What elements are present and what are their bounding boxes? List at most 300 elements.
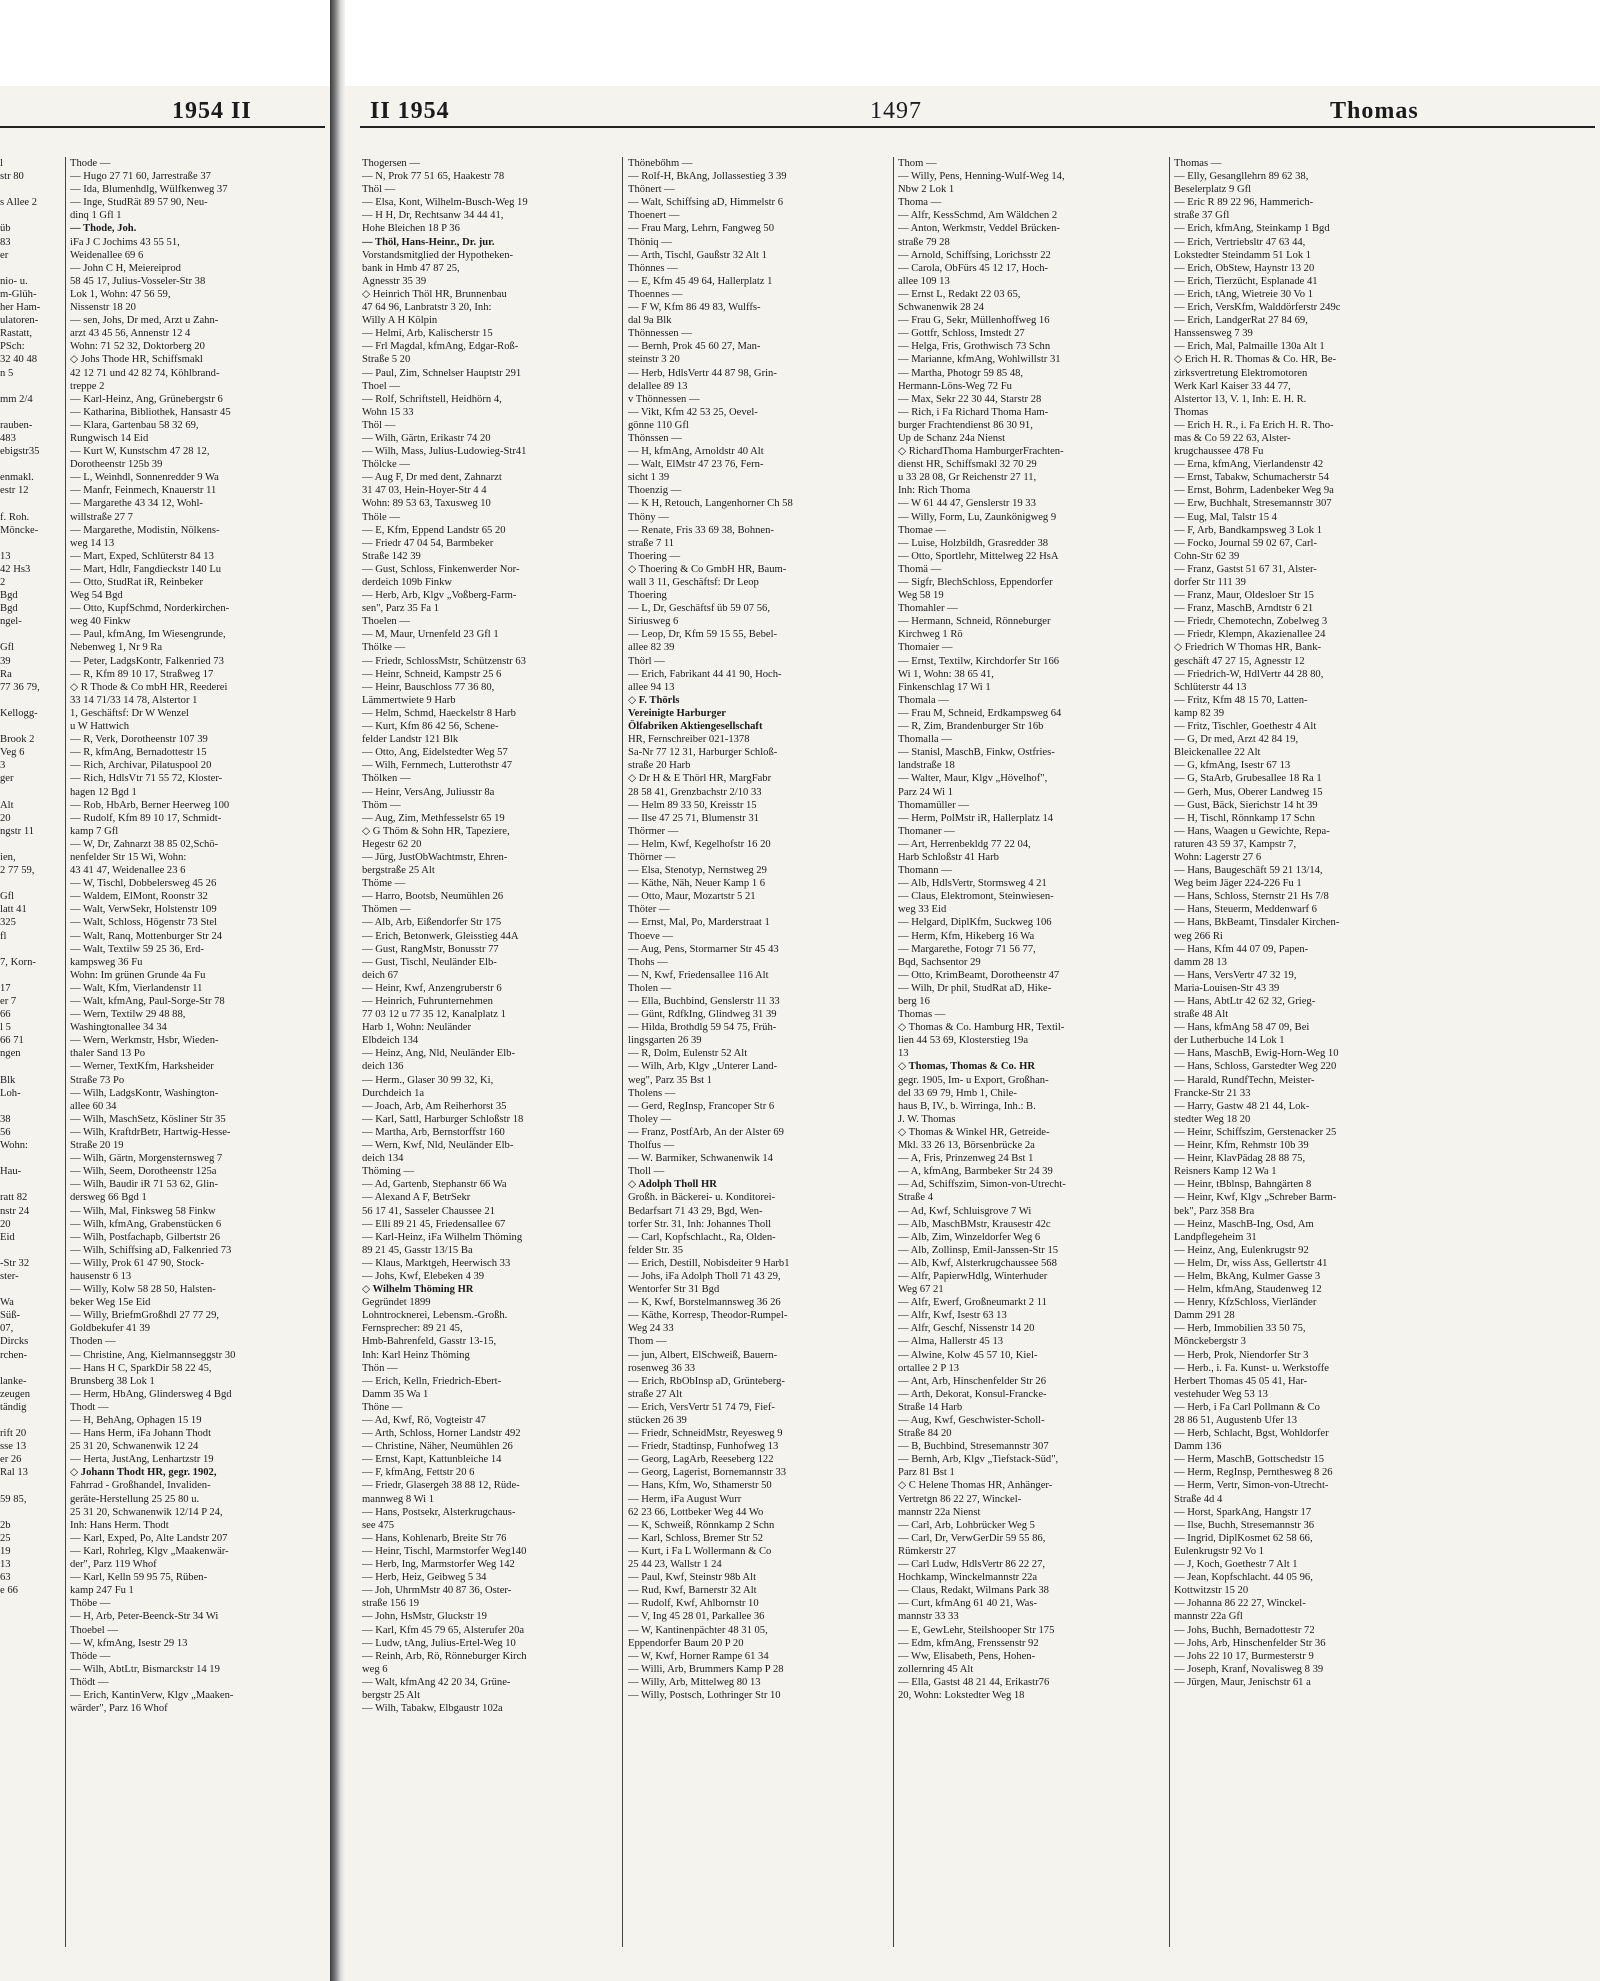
directory-line: — Arth, Dekorat, Konsul-Francke- (898, 1388, 1047, 1400)
directory-line: — Jürg, JustObWachtmstr, Ehren- (362, 851, 508, 863)
directory-line: ulatoren- (0, 315, 39, 327)
directory-line: 25 31 20, Schwanenwik 12/14 P 24, (70, 1506, 223, 1518)
directory-line: ◇ Dr H & E Thörl HR, MargFabr (628, 773, 772, 785)
directory-line: — E, Kfm 45 49 64, Hallerplatz 1 (628, 275, 773, 287)
directory-line: 33 14 71/33 14 78, Alstertor 1 (70, 694, 198, 706)
directory-line: 77 03 12 u 77 35 12, Kanalplatz 1 (362, 1009, 506, 1021)
directory-line: ◇ Thomas & Winkel HR, Getreide- (898, 1126, 1050, 1138)
directory-line: 77 36 79, (0, 681, 40, 693)
directory-line: nstr 24 (0, 1205, 30, 1217)
directory-line: Vorstandsmitglied der Hypotheken- (362, 249, 514, 261)
directory-line: Reisners Kamp 12 Wa 1 (1174, 1166, 1277, 1178)
directory-line: ◇ Erich H. R. Thomas & Co. HR, Be- (1174, 354, 1337, 366)
directory-line: ◇ RichardThoma HamburgerFrachten- (898, 446, 1064, 458)
directory-line: — Herb, Immobilien 33 50 75, (1174, 1323, 1306, 1335)
directory-line: willstraße 27 7 (70, 511, 133, 523)
directory-line: — Arth, Schloss, Horner Landstr 492 (362, 1428, 521, 1440)
directory-line: — Heinz, Ang, Eulenkrugstr 92 (1174, 1244, 1309, 1256)
directory-line: — Heinr, Kfm, Rehmstr 10b 39 (1174, 1140, 1309, 1152)
directory-line: latt 41 (0, 904, 27, 916)
directory-line: — Carl, Arb, Lohbrücker Weg 5 (898, 1519, 1035, 1531)
directory-line: Bgd (0, 603, 18, 615)
directory-line: — Waldem, ElMont, Roonstr 32 (70, 891, 208, 903)
directory-line: Damm 35 Wa 1 (362, 1388, 429, 1400)
directory-line: Durchdeich 1a (362, 1087, 425, 1099)
directory-line: — H H, Dr, Rechtsanw 34 44 41, (362, 210, 504, 222)
directory-line: — Alb, Kwf, Alsterkrugchaussee 568 (898, 1257, 1057, 1269)
directory-line: 66 71 (0, 1035, 24, 1047)
directory-line: — Willy, BriefmGroßhdl 27 77 29, (70, 1310, 220, 1322)
directory-line: — Hans, Kfm, Wo, Sthamerstr 50 (628, 1480, 772, 1492)
directory-line: — Heinz, MaschB-Ing, Osd, Am (1174, 1218, 1314, 1230)
directory-line: damm 28 13 (1174, 956, 1227, 968)
right-page-column-4 (1174, 157, 1595, 1689)
directory-line: — L, Dr, Geschäftsf üb 59 07 56, (628, 603, 770, 615)
directory-line: v Thönnessen — (628, 393, 700, 405)
directory-line: — Wilh, LadgsKontr, Washington- (70, 1087, 219, 1099)
directory-line: fl (0, 930, 7, 942)
directory-line: Süß- (0, 1310, 21, 1322)
directory-line: Thönssen — (628, 432, 682, 444)
directory-line: hausenstr 6 13 (70, 1270, 132, 1282)
directory-line: rift 20 (0, 1428, 27, 1440)
directory-line (0, 720, 62, 733)
directory-line: weg 266 Ri (1174, 930, 1223, 942)
directory-line: Goldbekufer 41 39 (70, 1323, 151, 1335)
directory-line: Bqd, Sachsentor 29 (898, 956, 981, 968)
directory-line: ◇ G Thöm & Sohn HR, Tapeziere, (362, 825, 510, 837)
directory-line: — Hans, Kohlenarb, Breite Str 76 (362, 1532, 507, 1544)
directory-line: — Rudolf, Kwf, Ahlbornstr 10 (628, 1598, 759, 1610)
directory-line: kamp 247 Fu 1 (70, 1585, 134, 1597)
directory-line: Wohn 15 33 (362, 406, 414, 418)
directory-line: — Arnold, Schiffsing, Lorichsstr 22 (898, 249, 1051, 261)
directory-line: — W 61 44 47, Genslerstr 19 33 (898, 498, 1036, 510)
directory-line: — Ernst, Bohrm, Ladenbeker Weg 9a (1174, 485, 1334, 497)
directory-line: Eppendorfer Baum 20 P 20 (628, 1637, 744, 1649)
directory-line: Thön — (362, 1362, 398, 1374)
directory-line: — Alfr, Kwf, Isestr 63 13 (898, 1310, 1007, 1322)
directory-line: Weg 58 19 (898, 590, 944, 602)
directory-line: Veg 6 (0, 747, 25, 759)
directory-line: delallee 89 13 (628, 380, 688, 392)
directory-line: — Claus, Elektromont, Steinwiesen- (898, 891, 1054, 903)
directory-line: — Ilse, Buchh, Stresemannstr 36 (1174, 1519, 1315, 1531)
directory-line: Thomas (1174, 406, 1209, 418)
directory-line: Landpflegeheim 31 (1174, 1231, 1257, 1243)
directory-line: 43 41 47, Weidenallee 23 6 (70, 865, 186, 877)
directory-line: — Helm, kfmAng, Staudenweg 12 (1174, 1284, 1322, 1296)
directory-line: — Elly, Gesangllehrn 89 62 38, (1174, 171, 1309, 183)
directory-line (0, 1060, 62, 1073)
directory-line: Ra (0, 668, 12, 680)
directory-line: — A, Fris, Prinzenweg 24 Bst 1 (898, 1153, 1034, 1165)
directory-line: — Helga, Fris, Grothwisch 73 Schn (898, 341, 1051, 353)
directory-line: burger Frachtendienst 86 30 91, (898, 419, 1033, 431)
directory-line: — Alwine, Kolw 45 57 10, Kiel- (898, 1349, 1038, 1361)
directory-line: her Ham- (0, 302, 41, 314)
directory-line: — Wilh, Tabakw, Elbgaustr 102a (362, 1703, 503, 1715)
directory-line: Kottwitzstr 15 20 (1174, 1585, 1249, 1597)
directory-line: ◇ Friedrich W Thomas HR, Bank- (1174, 642, 1322, 654)
directory-line: — Kurt, i Fa L Wollermann & Co (628, 1545, 772, 1557)
directory-line: raturen 43 59 37, Kampstr 7, (1174, 838, 1297, 850)
directory-line: Thomalla — (898, 734, 952, 746)
directory-line: lien 44 53 69, Klosterstieg 19a (898, 1035, 1029, 1047)
directory-line: weg 33 Eid (898, 904, 947, 916)
directory-line: Thöniq — (628, 236, 672, 248)
directory-line: — Alexand A F, BetrSekr (362, 1192, 471, 1204)
directory-line: Eid (0, 1231, 15, 1243)
directory-line: Thode — (70, 158, 111, 169)
directory-line (0, 1479, 62, 1492)
directory-line: — Wilh, Gärtn, Erikastr 74 20 (362, 432, 491, 444)
directory-line: — Erich, Kelln, Friedrich-Ebert- (362, 1375, 502, 1387)
directory-line: 42 Hs3 (0, 563, 31, 575)
directory-line: Thöl — (362, 419, 396, 431)
directory-line: — Wilh, Mass, Julius-Ludowieg-Str41 (362, 446, 527, 458)
directory-line: Gfl (0, 642, 15, 654)
directory-line: Straße 142 39 (362, 550, 421, 562)
directory-line: Thoel — (362, 380, 400, 392)
directory-line: Thömen — (362, 904, 411, 916)
directory-line: — Carl Ludw, HdlsVertr 86 22 27, (898, 1559, 1046, 1571)
directory-line: Wohn: Im grünen Grunde 4a Fu (70, 969, 206, 981)
directory-line: — Paul, Zim, Schnelser Hauptstr 291 (362, 367, 522, 379)
directory-line: Damm 136 (1174, 1441, 1222, 1453)
directory-line: — W, Tischl, Dobbelersweg 45 26 (70, 878, 217, 890)
directory-line: lanke- (0, 1375, 27, 1387)
directory-line (0, 1506, 62, 1519)
directory-line: ien, (0, 851, 16, 863)
directory-line: — Ida, Blumenhdlg, Wülfkenweg 37 (70, 184, 228, 196)
directory-line: Thomala — (898, 694, 949, 706)
directory-line: ◇ Thoering & Co GmbH HR, Baum- (628, 563, 787, 575)
directory-line: torfer Str. 31, Inh: Johannes Tholl (628, 1218, 772, 1230)
right-page-column-3 (898, 157, 1166, 1702)
directory-line: — sen, Johs, Dr med, Arzt u Zahn- (70, 315, 219, 327)
directory-line: straße 48 Alt (1174, 1009, 1229, 1021)
directory-line (0, 1178, 62, 1191)
directory-line: weg", Parz 35 Bst 1 (628, 1074, 713, 1086)
directory-line: — Erich, Mal, Palmaille 130a Alt 1 (1174, 341, 1325, 353)
directory-line: — Friedr, SchneidMstr, Reyesweg 9 (628, 1428, 783, 1440)
directory-line: 17 (0, 982, 11, 994)
directory-line: Nissenstr 18 20 (70, 302, 136, 314)
directory-line: Mönckе- (0, 524, 39, 536)
directory-line: nenfelder Str 15 Wi, Wohn: (70, 851, 187, 863)
directory-line: Lok 1, Wohn: 47 56 59, (70, 288, 171, 300)
directory-line: 2b (0, 1519, 11, 1531)
directory-line: lingsgarten 26 39 (628, 1035, 702, 1047)
directory-line: Weg 24 33 (628, 1323, 674, 1335)
directory-line: — Wern, Textilw 29 48 88, (70, 1009, 186, 1021)
directory-line: ◇ Thomas & Co. Hamburg HR, Textil- (898, 1022, 1065, 1034)
directory-line: sicht 1 39 (628, 472, 670, 484)
directory-line: Thoma — (898, 197, 942, 209)
directory-line: — Hans, AbtLtr 42 62 32, Grieg- (1174, 996, 1316, 1007)
directory-line: — Walt, Schiffsing aD, Himmelstr 6 (628, 197, 784, 209)
directory-line: — Wern, Kwf, Nld, Neuländer Elb- (362, 1140, 514, 1152)
directory-line: Vertretgn 86 22 27, Winckel- (898, 1493, 1022, 1505)
directory-line: 66 (0, 1009, 11, 1021)
directory-line: — Claus, Redakt, Wilmans Park 38 (898, 1585, 1049, 1597)
directory-line: — Stanisl, MaschB, Finkw, Ostfries- (898, 747, 1055, 759)
directory-line: l 5 (0, 1022, 11, 1034)
directory-line: — Harald, RundfTechn, Meister- (1174, 1074, 1315, 1086)
directory-line: Gegründet 1899 (362, 1297, 431, 1309)
directory-line: Hanssensweg 7 39 (1174, 328, 1253, 340)
directory-line: — Wilh, Mal, Finksweg 58 Finkw (70, 1205, 216, 1217)
directory-line: — Erich, ObStew, Haynstr 13 20 (1174, 262, 1315, 274)
directory-line: wall 3 11, Geschäftsf: Dr Leop (628, 577, 759, 588)
directory-line: Finkenschlag 17 Wi 1 (898, 681, 991, 693)
directory-line: deich 136 (362, 1061, 404, 1073)
directory-line: — Hilda, Brothdlg 59 54 75, Früh- (628, 1022, 777, 1034)
directory-line: — R, Dolm, Eulenstr 52 Alt (628, 1048, 748, 1060)
directory-line: Bgd (0, 590, 18, 602)
directory-line: 62 23 66, Lottbeker Weg 44 Wo (628, 1506, 764, 1518)
directory-line: Wentorfer Str 31 Bgd (628, 1284, 720, 1296)
directory-line: Thoden — (70, 1336, 116, 1348)
directory-line: — Heinr, Tischl, Marmstorfer Weg140 (362, 1545, 527, 1557)
directory-line: ger (0, 773, 14, 785)
directory-line: straße 79 28 (898, 236, 950, 248)
directory-line: — Heinr, Schneid, Kampstr 25 6 (362, 668, 502, 680)
directory-line: — Karl, Kelln 59 95 75, Rüben- (70, 1572, 208, 1584)
directory-line: — Heinr, tBblnsp, Bahngärten 8 (1174, 1179, 1312, 1191)
directory-line: — Fritz, Kfm 48 15 70, Latten- (1174, 694, 1308, 706)
directory-line: — A, kfmAng, Barmbeker Str 24 39 (898, 1166, 1053, 1178)
directory-line: Thomamüller — (898, 799, 969, 811)
column-rule (65, 157, 66, 1947)
directory-line: — Franz, PostfArb, An der Alster 69 (628, 1126, 784, 1138)
directory-line: — R, Kfm 89 10 17, Straßweg 17 (70, 668, 214, 680)
directory-line: — Paul, kfmAng, Im Wiesengrunde, (70, 629, 226, 641)
directory-line: 59 85, (0, 1493, 27, 1505)
directory-line: — Wilh, Postfachарb, Gilbertstr 26 (70, 1231, 221, 1243)
directory-line: — Bernh, Prok 45 60 27, Man- (628, 341, 761, 353)
directory-line: iFa J C Jochims 43 55 51, (70, 236, 180, 248)
directory-line: Tholey — (628, 1113, 672, 1125)
directory-line: nio- u. (0, 275, 28, 287)
directory-line: — Wilh, MaschSetz, Kösliner Str 35 (70, 1113, 226, 1125)
directory-line: Nbw 2 Lok 1 (898, 184, 955, 196)
directory-line: — Erich, LandgerRat 27 84 69, (1174, 315, 1308, 327)
directory-line: Thörl — (628, 655, 665, 667)
directory-line: Alt (0, 799, 14, 811)
directory-line: — Willy, Postsch, Lothringer Str 10 (628, 1689, 781, 1701)
directory-line: — Kurt, Kfm 86 42 56, Schene- (362, 721, 499, 733)
directory-line: — Wilh, Dr phil, StudRat aD, Hike- (898, 982, 1052, 994)
directory-line: Ölfabriken Aktiengesellschaft (628, 721, 763, 733)
directory-line: Mönckebergstr 3 (1174, 1336, 1246, 1348)
directory-line: — Helm, Schmd, Haeckelstr 8 Harb (362, 707, 516, 719)
directory-line: — Christine, Ang, Kielmannseggstr 30 (70, 1349, 236, 1361)
directory-line: Maria-Louisen-Str 43 39 (1174, 982, 1280, 994)
directory-line: -Str 32 (0, 1257, 30, 1269)
directory-line: — Margarethe, Modistin, Nölkens- (70, 524, 220, 536)
directory-line: Wohn: 89 53 63, Taxusweg 10 (362, 498, 491, 510)
directory-line: s Allee 2 (0, 197, 38, 209)
directory-line: — Erich, kfmAng, Steinkamp 1 Bgd (1174, 223, 1330, 235)
directory-line: — Eug, Mal, Talstr 15 4 (1174, 511, 1277, 523)
directory-line: — Johs, iFa Adolph Tholl 71 43 29, (628, 1270, 781, 1282)
directory-line: Thomaner — (898, 825, 955, 837)
directory-line: — W, Kwf, Horner Rampe 61 34 (628, 1650, 769, 1662)
directory-line: — Friedrich-W, HdlVertr 44 28 80, (1174, 668, 1324, 680)
directory-line: ◇ Adolph Tholl HR (628, 1179, 717, 1191)
directory-line: krugchaussee 478 Fu (1174, 446, 1264, 458)
directory-line: Großh. in Bäckerei- u. Konditorei- (628, 1192, 776, 1204)
directory-line: tändig (0, 1401, 27, 1413)
directory-line: — Elsa, Kont, Wilhelm-Busch-Weg 19 (362, 197, 528, 209)
directory-line: Francke-Str 21 33 (1174, 1087, 1251, 1099)
directory-line: — K, Schweiß, Rönnkamp 2 Schn (628, 1519, 775, 1531)
directory-line: Tholfus — (628, 1140, 675, 1152)
directory-line: — W, Kantinenpächter 48 31 05, (628, 1624, 768, 1636)
directory-line: — Franz, Gastst 51 67 31, Alster- (1174, 563, 1317, 575)
directory-line: — Heinrich, Fuhrunternehmen (362, 996, 493, 1007)
directory-line: 13 (0, 1559, 11, 1571)
directory-line: — Erich, tAng, Wietreie 30 Vo 1 (1174, 288, 1314, 300)
directory-line: — Thöl, Hans-Heinr., Dr. jur. (362, 236, 495, 248)
directory-line (0, 969, 62, 982)
directory-line: — Herta, JustAng, Lenhartzstr 19 (70, 1454, 214, 1466)
directory-line: — N, Kwf, Friedensallee 116 Alt (628, 969, 769, 981)
directory-line: — Vikt, Kfm 42 53 25, Oevel- (628, 406, 758, 418)
directory-line: Straße 20 19 (70, 1140, 124, 1152)
directory-line: mannstr 22a Gfl (1174, 1611, 1243, 1623)
directory-line: — Alb, Zollinsp, Emil-Janssen-Str 15 (898, 1244, 1059, 1256)
directory-line: — Käthe, Näh, Neuer Kamp 1 6 (628, 878, 766, 890)
directory-line: — Walt, Schloss, Högenstr 73 Stel (70, 917, 217, 929)
directory-line: Hohe Bleichen 18 P 36 (362, 223, 460, 235)
directory-line (0, 943, 62, 956)
directory-line: Straße 14 Harb (898, 1401, 963, 1413)
directory-line: Thöter — (628, 904, 670, 916)
directory-line: — Willy, Arb, Mittelweg 80 13 (628, 1676, 761, 1688)
directory-line: — John C H, Meiereiprod (70, 262, 181, 274)
directory-line: — Martha, Photogr 59 85 48, (898, 367, 1024, 379)
directory-line: — G, kfmAng, Isestr 67 13 (1174, 760, 1291, 772)
directory-line: — Willy, Form, Lu, Zaunkönigweg 9 (898, 511, 1057, 523)
directory-line: bank in Hmb 47 87 25, (362, 262, 460, 274)
directory-line: ebigstr35 (0, 446, 40, 458)
directory-line: — Heinr, Bauschloss 77 36 80, (362, 681, 495, 693)
directory-line: — Edm, kfmAng, Frenssenstr 92 (898, 1637, 1039, 1649)
directory-line: — Paul, Kwf, Steinstr 98b Alt (628, 1572, 757, 1584)
directory-line: — Hans, Postsekr, Alsterkrugchaus- (362, 1506, 516, 1518)
directory-line: — Ernst, Textilw, Kirchdorfer Str 166 (898, 655, 1060, 667)
directory-line: 38 (0, 1113, 11, 1125)
directory-line: — Hans, kfmAng 58 47 09, Bei (1174, 1022, 1310, 1034)
directory-line: — Christine, Näher, Neumühlen 26 (362, 1441, 513, 1453)
directory-line: — Friedr, Glasergeh 38 88 12, Rüde- (362, 1480, 520, 1492)
column-rule (1169, 157, 1170, 1947)
directory-line: Agnesstr 35 39 (362, 275, 427, 287)
directory-line: — Herb, Schlacht, Bgst, Wohldorfer (1174, 1428, 1329, 1440)
column-rule (622, 157, 623, 1947)
directory-line: — Marianne, kfmAng, Wohlwillstr 31 (898, 354, 1061, 366)
directory-line: — Hans, Baugeschäft 59 21 13/14, (1174, 865, 1323, 877)
directory-line: bergstraße 25 Alt (362, 865, 435, 877)
directory-line: — Thode, Joh. (70, 223, 137, 235)
directory-line (0, 497, 62, 510)
directory-line: — Rob, HbArb, Berner Heerweg 100 (70, 799, 230, 811)
directory-line: — Karl, Exped, Po, Alte Landstr 207 (70, 1532, 228, 1544)
directory-line: Harb Schloßstr 41 Harb (898, 851, 999, 863)
directory-line: ngel- (0, 616, 22, 628)
directory-line: haus B, IV., b. Wirringa, Inh.: B. (898, 1100, 1036, 1112)
directory-line: 13 (0, 550, 11, 562)
directory-line: 28 86 51, Augustenb Ufer 13 (1174, 1415, 1297, 1426)
directory-line: Rümkerstr 27 (898, 1545, 956, 1557)
directory-line: — Karl, Schloss, Bremer Str 52 (628, 1532, 764, 1544)
directory-line: — Gottfr, Schloss, Imstedt 27 (898, 328, 1025, 340)
right-header-rule (360, 126, 1595, 128)
directory-line (0, 380, 62, 393)
directory-line: u 33 28 08, Gr Reichenstr 27 11, (898, 472, 1037, 484)
directory-line: — H, kfmAng, Arnoldstr 40 Alt (628, 446, 764, 458)
directory-line: — Jürgen, Maur, Jenischstr 61 a (1174, 1676, 1311, 1688)
directory-line: Thoelen — (362, 616, 410, 628)
directory-line (0, 458, 62, 471)
directory-line: kamp 7 Gfl (70, 825, 119, 837)
directory-line: Eulenkrugstr 92 Vo 1 (1174, 1545, 1264, 1557)
directory-line: 58 45 17, Julius-Vosseler-Str 38 (70, 275, 206, 287)
directory-line: — Walt, kfmAng 42 20 34, Grüne- (362, 1676, 511, 1688)
directory-line: — F W, Kfm 86 49 83, Wulffs- (628, 302, 761, 314)
directory-line: Thomas — (898, 1009, 946, 1021)
directory-line: — Wilh, Fernmech, Lutterothstr 47 (362, 760, 513, 772)
directory-line: — Ww, Elisabeth, Pens, Hohen- (898, 1650, 1036, 1662)
directory-line: — B, Buchbind, Stresemannstr 307 (898, 1441, 1049, 1453)
directory-line: — Alb, Zim, Winzeldorfer Weg 6 (898, 1231, 1041, 1243)
directory-line: gönne 110 Gfl (628, 419, 689, 431)
directory-line: landstraße 18 (898, 760, 955, 772)
directory-line: 63 (0, 1572, 11, 1584)
directory-line: Thom — (898, 158, 937, 169)
directory-line: 56 17 41, Sasseler Chaussee 21 (362, 1205, 495, 1217)
directory-line: Thomae — (898, 524, 946, 536)
directory-line: — Walt, kfmAng, Paul-Sorge-Str 78 (70, 996, 225, 1007)
directory-line: f. Roh. (0, 511, 30, 523)
directory-line: ◇ Thomas, Thomas & Co. HR (898, 1061, 1035, 1073)
directory-line: — jun, Albert, ElSchweiß, Bauern- (628, 1349, 778, 1361)
directory-line: Parz 81 Bst 1 (898, 1467, 955, 1479)
directory-line: — Walt, Kfm, Vierlandenstr 11 (70, 982, 203, 994)
directory-line: — Erich, Destill, Nobisdeiter 9 Harb1 (628, 1257, 790, 1269)
directory-line: Thöm — (362, 799, 401, 811)
directory-line: — Hans, Kfm 44 07 09, Papen- (1174, 943, 1309, 955)
directory-line: — Aug F, Dr med dent, Zahnarzt (362, 472, 502, 484)
directory-line: — Erich, RbObInsp aD, Grünteberg- (628, 1375, 785, 1387)
directory-line: vestehuder Weg 53 13 (1174, 1388, 1268, 1400)
directory-line: Ral 13 (0, 1467, 28, 1479)
directory-line: 31 47 03, Hein-Hoyer-Str 4 4 (362, 485, 487, 497)
directory-line: — Herm, Kfm, Hikeberg 16 Wa (898, 930, 1035, 942)
directory-line: see 475 (362, 1519, 395, 1531)
directory-line: Thönnessen — (628, 328, 692, 340)
directory-line: — Herm, PolMstr iR, Hallerplatz 14 (898, 812, 1054, 824)
directory-line: — Friedr, SchlossMstr, Schützenstr 63 (362, 655, 526, 667)
directory-line: — Gust, Bäck, Sierichstr 14 ht 39 (1174, 799, 1318, 811)
directory-line: — Alfr, PapierwHdlg, Winterhuder (898, 1270, 1048, 1282)
directory-line: — Rich, Archivar, Pilatuspool 20 (70, 760, 212, 772)
directory-line (0, 406, 62, 419)
directory-line: — Kurt W, Kunstschm 47 28 12, (70, 446, 210, 458)
